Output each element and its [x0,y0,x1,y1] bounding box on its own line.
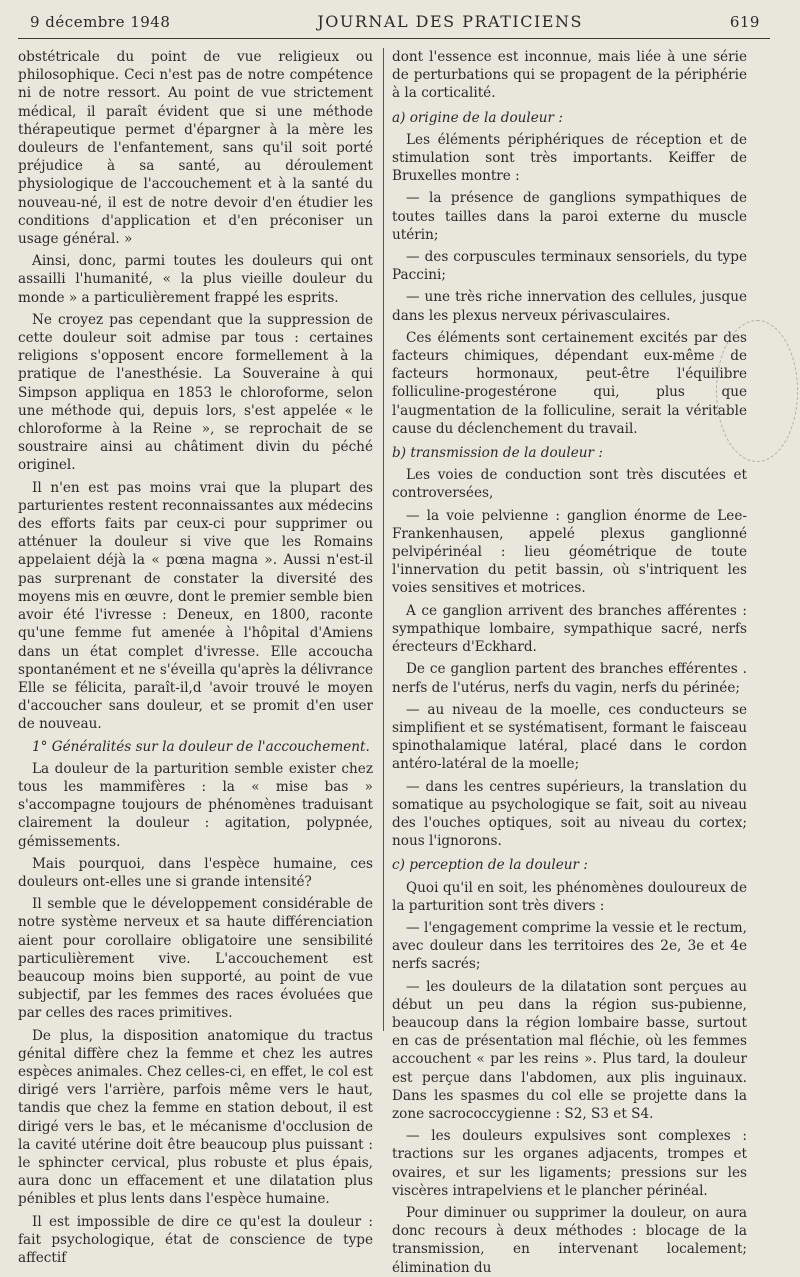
paragraph: Ainsi, donc, parmi toutes les douleurs qui ont assailli l'humanité, « la plus vieille douleur du monde » a particulièrement frappé les esprits. [18,253,373,306]
paragraph: Ne croyez pas cependant que la suppression de cette douleur soit admise par tous : certaines religions s'opposent encore formellement à la pratique de l'anesthésie. La Souveraine à qui Simpson appliqua en 1853 le chloroforme, selon une méthode qui, depuis lors, s'est appelée « le chloroforme à la Reine », se reprochait de se soustraire ainsi au châtiment divin du péché originel. [18,311,373,474]
paragraph: De plus, la disposition anatomique du tractus génital diffère chez la femme et chez les autres espèces animales. Chez celles-ci, en effet, le col est dirigé vers l'arrière, parfois même vers le haut, tandis que chez la femme en station debout, il est dirigé vers le bas, et le mécanisme d'occlusion de la cavité utérine doit être beaucoup plus puissant : le sphincter cervical, plus robuste et plus épais, aura donc un effacement et une dilatation plus pénibles et plus lents dans l'espèce humaine. [18,1027,373,1208]
paragraph: Mais pourquoi, dans l'espèce humaine, ces douleurs ont-elles une si grande intensité? [18,855,373,890]
paragraph: — une très riche innervation des cellules, jusque dans les plexus nerveux périvasculaires. [392,289,747,324]
paragraph: A ce ganglion arrivent des branches afférentes : sympathique lombaire, sympathique sacré, nerfs érecteurs d'Eckhard. [392,602,747,656]
paragraph: obstétricale du point de vue religieux ou philosophique. Ceci n'est pas de notre compétence ni de notre ressort. Au point de vue strictement médical, il paraît évident que si une méthode thérapeutique permet d'épargner à la mère les douleurs de l'enfantement, sans qu'il soit porté préjudice à sa santé, au déroulement physiologique de l'accouchement et à la santé du nouveau-né, il est de notre devoir d'en étudier les conditions d'application et d'en préconiser un usage général. » [18,49,373,248]
left-column [18,48,373,1266]
paragraph: Pour diminuer ou supprimer la douleur, on aura donc recours à deux méthodes : blocage de la transmission, en intervenant localement; élimination du [392,1204,747,1276]
paragraph: Ces éléments sont certainement excités par des facteurs chimiques, dépendant eux-même de facteurs hormonaux, peut-être l'équilibre folliculine-progestérone qui, plus que l'augmentation de la folliculine, serait la véritable cause du déclenchement du travail. [392,329,747,437]
paragraph: La douleur de la parturition semble exister chez tous les mammifères : la « mise bas » s'accompagne toujours de phénomènes traduisant clairement la douleur : agitation, polypnée, gémissements. [18,760,373,850]
paragraph: — la présence de ganglions sympathiques de toutes tailles dans la paroi externe du muscle utérin; [392,190,747,243]
paragraph: Il est impossible de dire ce qu'est la douleur : fait psychologique, état de conscience de type affectif [18,1213,373,1266]
section-subheading: b) transmission de la douleur : [392,445,603,462]
paragraph: Les voies de conduction sont très discutées et controversées, [392,467,747,502]
paragraph: Il n'en est pas moins vrai que la plupart des parturientes restent reconnaissantes aux médecins des efforts faits par ceux-ci pour supprimer ou atténuer la douleur si vive que les Romains appelaient déjà la « pœna magna ». Aussi n'est-il pas surprenant de constater la diversité des moyens mis en œuvre, dont le premier semble bien avoir été l'ivresse : Deneux, en 1800, raconte qu'une femme fut amenée à l'hôpital d'Amiens dans un état complet d'ivresse. Elle accoucha spontanément et ne s'éveilla qu'après la délivrance Elle se félicita, paraît-il,d 'avoir trouvé le moyen d'accoucher sans douleur, et se promit d'en user de nouveau. [18,479,373,733]
right-column [392,48,747,1276]
journal-title: JOURNAL DES PRATICIENS [317,12,583,31]
section-subheading: c) perception de la douleur : [392,857,588,874]
paragraph: — la voie pelvienne : ganglion énorme de Lee-Frankenhausen, appelé plexus ganglionné pelvipérinéal : lieu géométrique de toute l'innervation du petit bassin, où s'intriquent les voies sensitives et motrices. [392,507,747,597]
page-number: 619 [729,13,760,31]
paragraph: Quoi qu'il en soit, les phénomènes douloureux de la parturition sont très divers : [392,879,747,914]
paragraph: — des corpuscules terminaux sensoriels, du type Paccini; [392,249,747,284]
paragraph: — dans les centres supérieurs, la translation du somatique au psychologique se fait, soit au niveau des l'ouches optiques, soit au niveau du cortex; nous l'ignorons. [392,778,747,850]
paragraph: — les douleurs expulsives sont complexes : tractions sur les organes adjacents, trompes et ovaires, et sur les ligaments; pressions sur les viscères intrapelviens et le plancher périnéal. [392,1128,747,1199]
paragraph: — les douleurs de la dilatation sont perçues au début un peu dans la région sus-pubienne, beaucoup dans la région lombaire basse, surtout en cas de présentation mal fléchie, où les femmes accouchent « par les reins ». Plus tard, la douleur est perçue dans l'abdomen, aux plis inguinaux. Dans les spasmes du col elle se projette dans la zone sacrococcygienne : S2, S3 et S4. [392,978,747,1122]
paragraph: De ce ganglion partent des branches efférentes . nerfs de l'utérus, nerfs du vagin, nerfs du périnée; [392,661,747,696]
library-stamp [716,320,798,462]
paragraph: Les éléments périphériques de réception et de stimulation sont très importants. Keiffer de Bruxelles montre : [392,131,747,185]
column-divider [383,48,384,1031]
section-subheading: a) origine de la douleur : [392,109,563,126]
section-heading: 1° Généralités sur la douleur de l'accouchement. [32,738,370,755]
paragraph: — l'engagement comprime la vessie et le rectum, avec douleur dans les territoires des 2e, 3e et 4e nerfs sacrés; [392,919,747,973]
paragraph: — au niveau de la moelle, ces conducteurs se simplifient et se systématisent, formant le faisceau spinothalamique latéral, placé dans le cordon antéro-latéral de la moelle; [392,701,747,773]
issue-date: 9 décembre 1948 [30,13,171,31]
paragraph: dont l'essence est inconnue, mais liée à une série de perturbations qui se propagent de la périphérie à la corticalité. [392,49,747,102]
running-header [30,12,760,36]
paragraph: Il semble que le développement considérable de notre système nerveux et sa haute différenciation aient pour corollaire obligatoire une sensibilité particulièrement vive. L'accouchement est beaucoup moins bien supporté, au point de vue subjectif, par les femmes des races évoluées que par celles des races primitives. [18,896,373,1022]
header-rule [18,38,770,39]
